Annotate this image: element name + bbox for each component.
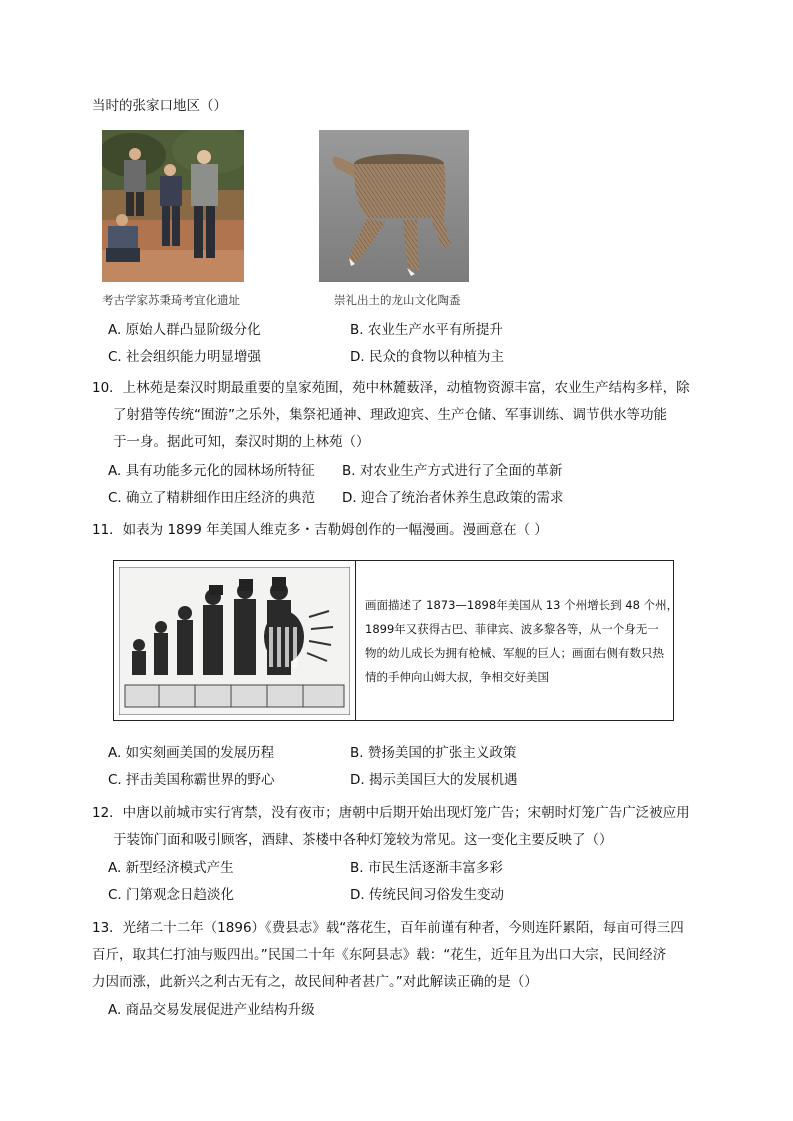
q10-stem-line1: 10．上林苑是秦汉时期最重要的皇家苑囿，苑中林麓薮泽，动植物资源丰富，农业生产结构多样，除 bbox=[92, 380, 690, 396]
q11-option-a[interactable]: A. 如实刻画美国的发展历程 bbox=[108, 745, 275, 761]
q10-option-a[interactable]: A. 具有功能多元化的园林场所特征 bbox=[108, 463, 315, 479]
q12-stem-line2: 于装饰门面和吸引顾客，酒肆、茶楼中各种灯笼较为常见。这一变化主要反映了（） bbox=[113, 832, 613, 848]
q13-stem-line1: 13．光绪二十二年（1896）《费县志》载“落花生，百年前谨有种者，今则连阡累陌，每亩可得三四 bbox=[92, 920, 684, 936]
q9-option-b[interactable]: B. 农业生产水平有所提升 bbox=[350, 322, 503, 338]
cartoon-image bbox=[119, 567, 350, 715]
q11-option-d[interactable]: D. 揭示美国巨大的发展机遇 bbox=[350, 772, 518, 788]
q13-stem-line2: 百斤，取其仁打油与贩四出。”民国二十年《东阿县志》载：“花生，近年且为出口大宗，民间经济 bbox=[92, 947, 667, 963]
q9-stem-tail: 当时的张家口地区（） bbox=[92, 98, 227, 114]
cartoon-description-line3: 物的幼儿成长为拥有枪械、军舰的巨人；画面右侧有数只热 bbox=[365, 646, 664, 660]
pottery-photo-image bbox=[319, 130, 469, 282]
q11-stem-line1: 11．如表为 1899 年美国人维克多・吉勒姆创作的一幅漫画。漫画意在（ ） bbox=[92, 522, 548, 538]
cartoon-description-line2: 1899年又获得古巴、菲律宾、波多黎各等，从一个身无一 bbox=[365, 622, 659, 636]
q11-option-b[interactable]: B. 赞扬美国的扩张主义政策 bbox=[350, 745, 517, 761]
q10-option-b[interactable]: B. 对农业生产方式进行了全面的革新 bbox=[342, 463, 563, 479]
cartoon-description-line1: 画面描述了 1873—1898年美国从 13 个州增长到 48 个州， bbox=[365, 598, 679, 612]
q12-option-c[interactable]: C. 门第观念日趋淡化 bbox=[108, 887, 235, 903]
q10-stem-line2: 了射猎等传统“囿游”之乐外，集祭祀通神、理政迎宾、生产仓储、军事训练、调节供水等功能 bbox=[113, 407, 667, 423]
cartoon-illustration bbox=[119, 567, 350, 715]
archaeologist-photo-image bbox=[102, 130, 244, 282]
cartoon-description bbox=[365, 593, 679, 689]
cartoon-description-line4: 情的手伸向山姆大叔，争相交好美国 bbox=[365, 670, 549, 684]
q12-option-a[interactable]: A. 新型经济模式产生 bbox=[108, 860, 234, 876]
pottery-photo bbox=[319, 130, 469, 282]
q9-option-c[interactable]: C. 社会组织能力明显增强 bbox=[108, 349, 262, 365]
q11-cartoon-table bbox=[113, 560, 679, 721]
q12-stem-line1: 12．中唐以前城市实行宵禁，没有夜市；唐朝中后期开始出现灯笼广告；宋朝时灯笼广告广泛被应用 bbox=[92, 805, 690, 821]
q12-option-d[interactable]: D. 传统民间习俗发生变动 bbox=[350, 887, 504, 903]
table-divider bbox=[355, 561, 356, 720]
archaeologist-photo bbox=[102, 130, 244, 282]
q9-option-a[interactable]: A. 原始人群凸显阶级分化 bbox=[108, 322, 261, 338]
q13-option-a[interactable]: A. 商品交易发展促进产业结构升级 bbox=[108, 1002, 315, 1018]
pottery-photo-caption: 崇礼出土的龙山文化陶盉 bbox=[334, 293, 461, 307]
archaeologist-photo-caption: 考古学家苏秉琦考宜化遗址 bbox=[102, 293, 240, 307]
q10-option-c[interactable]: C. 确立了精耕细作田庄经济的典范 bbox=[108, 490, 316, 506]
q13-stem-line3: 力因而涨，此新兴之利古无有之，故民间种者甚广。”对此解读正确的是（） bbox=[92, 974, 538, 990]
q12-option-b[interactable]: B. 市民生活逐渐丰富多彩 bbox=[350, 860, 503, 876]
q9-option-d[interactable]: D. 民众的食物以种植为主 bbox=[350, 349, 504, 365]
q10-stem-line3: 于一身。据此可知，秦汉时期的上林苑（） bbox=[113, 434, 370, 450]
q10-option-d[interactable]: D. 迎合了统治者休养生息政策的需求 bbox=[342, 490, 564, 506]
q11-option-c[interactable]: C. 抨击美国称霸世界的野心 bbox=[108, 772, 275, 788]
